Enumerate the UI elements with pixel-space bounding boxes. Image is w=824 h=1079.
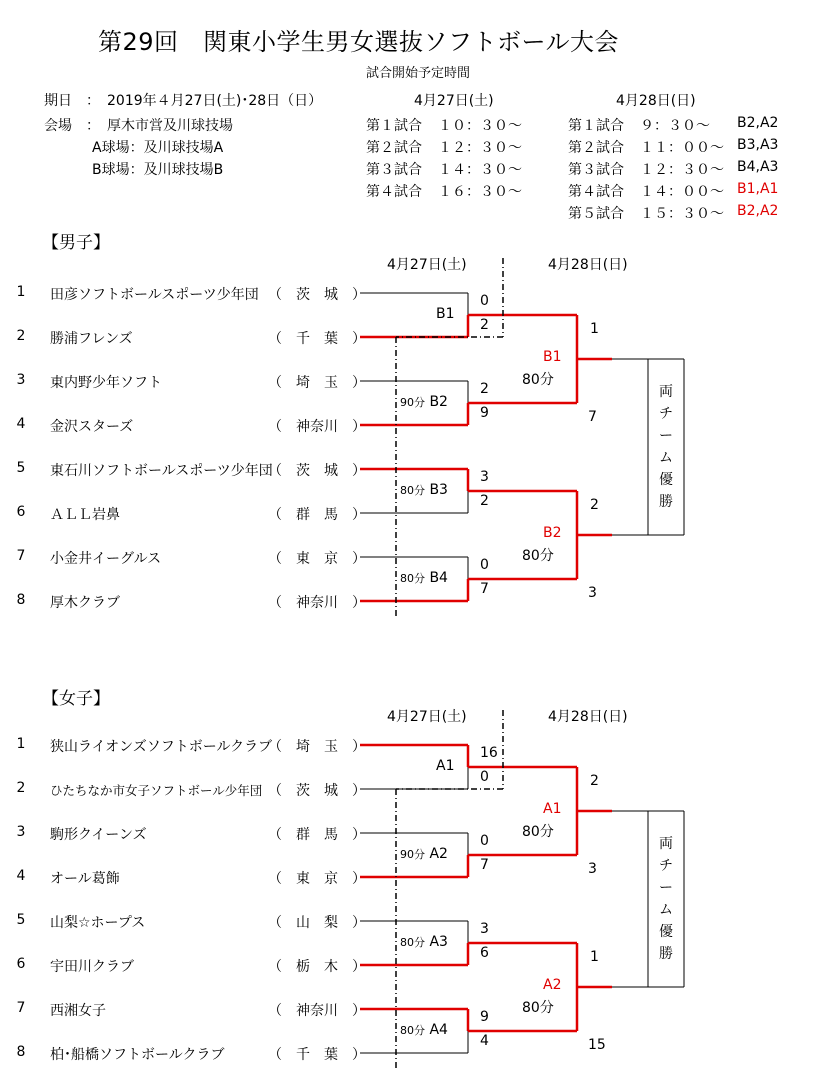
boys-team-pref: （ 埼 玉 ） <box>268 375 366 391</box>
boys-r1-court-code: B2 <box>429 394 448 410</box>
girls-r1-limit: 90分 <box>400 848 425 861</box>
girls-team-pref: （ 東 京 ） <box>268 871 366 887</box>
girls-heading: 【女子】 <box>42 689 110 709</box>
day1-game-label: 第１試合 <box>366 118 422 134</box>
girls-r1-court <box>436 758 454 774</box>
boys-team-pref: （ 千 葉 ） <box>268 331 366 347</box>
girls-team-name: 西湘女子 <box>50 1003 106 1019</box>
day2-game-time: １１：００～ <box>640 140 724 156</box>
girls-team-no: 2 <box>16 780 26 796</box>
girls-team-pref: （ 神奈川 ） <box>268 1003 366 1019</box>
boys-team-pref: （ 群 馬 ） <box>268 507 366 523</box>
girls-team-name: 柏･船橋ソフトボールクラブ <box>50 1047 225 1063</box>
girls-r1-court-code: A3 <box>429 934 448 950</box>
boys-r1-score-top: 0 <box>480 293 489 309</box>
day2-game-label: 第３試合 <box>568 162 624 178</box>
boys-round2-date: 4月28日(日) <box>548 257 628 273</box>
boys-r1-score-bot: 7 <box>480 581 489 597</box>
boys-r2-score-top: 1 <box>590 321 599 337</box>
venue-info: 会場 ： 厚木市営及川球技場 <box>44 118 233 134</box>
day1-game-label: 第４試合 <box>366 184 422 200</box>
girls-r1-limit: 80分 <box>400 936 425 949</box>
girls-r1-score-bot: 0 <box>480 769 489 785</box>
boys-champion-char: チ <box>659 406 673 422</box>
boys-round1-date: 4月27日(土) <box>387 257 467 273</box>
girls-champion-char: チ <box>659 858 673 874</box>
day2-game-time: １２：３０～ <box>640 162 724 178</box>
girls-round1-date: 4月27日(土) <box>387 709 467 725</box>
boys-team-no: 6 <box>16 504 26 520</box>
boys-team-pref: （ 神奈川 ） <box>268 595 366 611</box>
boys-team-name: 勝浦フレンズ <box>50 331 133 347</box>
girls-r2-score-top: 1 <box>590 949 599 965</box>
boys-r1-score-bot: 9 <box>480 405 489 421</box>
boys-r2-score-bot: 7 <box>588 409 597 425</box>
girls-r1-score-top: 0 <box>480 833 489 849</box>
girls-round2-date: 4月28日(日) <box>548 709 628 725</box>
day2-game-courts: B2,A2 <box>737 115 779 131</box>
day1-game-time: １０：３０～ <box>438 118 522 134</box>
girls-team-pref: （ 埼 玉 ） <box>268 739 366 755</box>
girls-r1-score-bot: 7 <box>480 857 489 873</box>
girls-team-pref: （ 群 馬 ） <box>268 827 366 843</box>
boys-r1-limit: 80分 <box>400 484 425 497</box>
day1-game-label: 第３試合 <box>366 162 422 178</box>
boys-r1-score-top: 0 <box>480 557 489 573</box>
boys-team-no: 7 <box>16 548 26 564</box>
day2-header: 4月28日(日) <box>616 93 696 109</box>
field-a-info: A球場：及川球技場A <box>92 140 224 156</box>
girls-team-no: 5 <box>16 912 26 928</box>
girls-champion-char: ー <box>659 880 673 896</box>
boys-r1-score-bot: 2 <box>480 493 489 509</box>
girls-r1-court-code: A2 <box>429 846 448 862</box>
boys-r1-court-code: B1 <box>436 306 455 322</box>
boys-heading: 【男子】 <box>42 233 110 253</box>
day2-game-label: 第１試合 <box>568 118 624 134</box>
girls-team-no: 6 <box>16 956 26 972</box>
day1-header: 4月27日(土) <box>414 93 494 109</box>
boys-team-name: 東石川ソフトボールスポーツ少年団 <box>50 463 273 479</box>
girls-team-no: 4 <box>16 868 26 884</box>
girls-team-name: 駒形クイーンズ <box>50 827 147 843</box>
boys-team-pref: （ 茨 城 ） <box>268 463 366 479</box>
girls-team-pref: （ 山 梨 ） <box>268 915 366 931</box>
boys-team-pref: （ 茨 城 ） <box>268 287 366 303</box>
boys-team-no: 8 <box>16 592 26 608</box>
girls-champion-char: 勝 <box>659 946 673 962</box>
girls-team-name: 宇田川クラブ <box>50 959 134 975</box>
girls-r1-score-bot: 6 <box>480 945 489 961</box>
boys-r1-limit: 80分 <box>400 572 425 585</box>
girls-team-no: 3 <box>16 824 26 840</box>
girls-team-no: 7 <box>16 1000 26 1016</box>
boys-team-name: 田彦ソフトボールスポーツ少年団 <box>50 287 259 303</box>
girls-team-name: ひたちなか市女子ソフトボール少年団 <box>50 783 263 798</box>
boys-champion-char: 両 <box>659 384 673 400</box>
boys-team-no: 5 <box>16 460 26 476</box>
day2-game-label: 第２試合 <box>568 140 624 156</box>
girls-r1-court <box>400 846 448 862</box>
girls-r1-court <box>400 1022 448 1038</box>
girls-r2-limit: 80分 <box>522 1000 554 1016</box>
boys-champion-char: ー <box>659 428 673 444</box>
girls-r1-court-code: A1 <box>436 758 455 774</box>
girls-team-no: 8 <box>16 1044 26 1060</box>
girls-team-name: 狭山ライオンズソフトボールクラブ <box>50 739 273 755</box>
boys-team-pref: （ 神奈川 ） <box>268 419 366 435</box>
boys-team-no: 4 <box>16 416 26 432</box>
boys-champion-char: 勝 <box>659 494 673 510</box>
girls-champion-char: 両 <box>659 836 673 852</box>
day2-game-time: ９：３０～ <box>640 118 710 134</box>
girls-r1-limit: 80分 <box>400 1024 425 1037</box>
boys-r2-limit: 80分 <box>522 548 554 564</box>
day1-game-time: １４：３０～ <box>438 162 522 178</box>
boys-team-name: 厚木クラブ <box>50 595 120 611</box>
girls-r1-score-top: 3 <box>480 921 489 937</box>
girls-r1-score-top: 16 <box>480 745 498 761</box>
girls-r1-score-top: 9 <box>480 1009 489 1025</box>
boys-team-name: 東内野少年ソフト <box>50 375 162 391</box>
girls-team-name: 山梨☆ホープス <box>50 915 146 931</box>
girls-r1-court <box>400 934 448 950</box>
girls-r2-score-top: 2 <box>590 773 599 789</box>
girls-r2-court: A2 <box>543 977 562 993</box>
boys-team-name: 小金井イーグルス <box>50 551 162 567</box>
girls-r2-score-bot: 15 <box>588 1037 606 1053</box>
day2-game-courts: B4,A3 <box>737 159 779 175</box>
girls-team-pref: （ 千 葉 ） <box>268 1047 366 1063</box>
girls-team-pref: （ 茨 城 ） <box>268 783 366 799</box>
boys-champion-char: 優 <box>659 472 673 488</box>
boys-r2-limit: 80分 <box>522 372 554 388</box>
boys-team-name: ＡＬＬ岩鼻 <box>50 507 120 523</box>
day2-game-time: １５：３０～ <box>640 206 724 222</box>
girls-r2-court: A1 <box>543 801 562 817</box>
girls-champion-char: ム <box>659 902 673 918</box>
boys-r1-court-code: B3 <box>429 482 448 498</box>
boys-team-no: 1 <box>16 284 26 300</box>
boys-r1-score-top: 3 <box>480 469 489 485</box>
boys-r1-limit: 90分 <box>400 396 425 409</box>
field-b-info: B球場：及川球技場B <box>92 162 224 178</box>
girls-r1-court-code: A4 <box>429 1022 448 1038</box>
page-title: 第29回 関東小学生男女選抜ソフトボール大会 <box>98 28 620 56</box>
girls-r2-limit: 80分 <box>522 824 554 840</box>
girls-team-no: 1 <box>16 736 26 752</box>
day1-game-time: １２：３０～ <box>438 140 522 156</box>
day2-game-label: 第５試合 <box>568 206 624 222</box>
boys-team-name: 金沢スターズ <box>50 419 134 435</box>
day2-game-label: 第４試合 <box>568 184 624 200</box>
boys-champion-char: ム <box>659 450 673 466</box>
day2-game-time: １４：００～ <box>640 184 724 200</box>
boys-r2-court: B2 <box>543 525 562 541</box>
day1-game-time: １６：３０～ <box>438 184 522 200</box>
boys-team-no: 3 <box>16 372 26 388</box>
girls-r1-score-bot: 4 <box>480 1033 489 1049</box>
day2-game-courts: B1,A1 <box>737 181 779 197</box>
date-info: 期日 ： 2019年４月27日(土)･28日（日） <box>44 93 323 109</box>
day2-game-courts: B3,A3 <box>737 137 779 153</box>
schedule-subtitle: 試合開始予定時間 <box>366 66 471 81</box>
boys-r2-score-bot: 3 <box>588 585 597 601</box>
boys-team-pref: （ 東 京 ） <box>268 551 366 567</box>
day2-game-courts: B2,A2 <box>737 203 779 219</box>
girls-r2-score-bot: 3 <box>588 861 597 877</box>
day1-game-label: 第２試合 <box>366 140 422 156</box>
boys-r2-score-top: 2 <box>590 497 599 513</box>
boys-r1-score-bot: 2 <box>480 317 489 333</box>
boys-team-no: 2 <box>16 328 26 344</box>
girls-team-pref: （ 栃 木 ） <box>268 959 366 975</box>
girls-team-name: オール葛飾 <box>50 871 120 887</box>
girls-champion-char: 優 <box>659 924 673 940</box>
boys-r1-court-code: B4 <box>429 570 448 586</box>
boys-r2-court: B1 <box>543 349 562 365</box>
boys-r1-score-top: 2 <box>480 381 489 397</box>
